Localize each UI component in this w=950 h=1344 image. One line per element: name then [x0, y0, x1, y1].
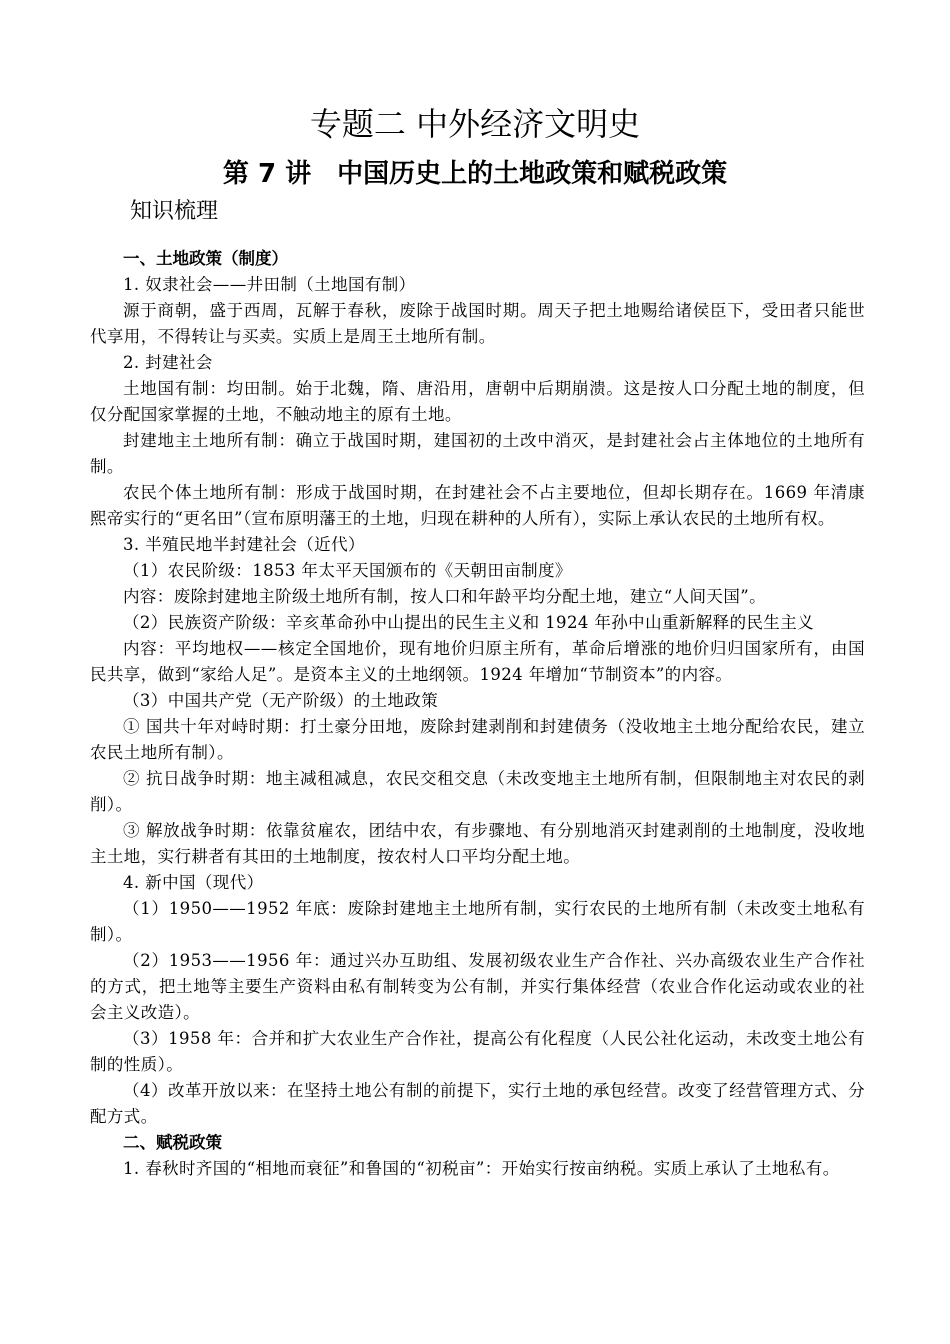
paragraph: ③ 解放战争时期：依靠贫雇农，团结中农，有步骤地、有分别地消灭封建剥削的土地制度，没收地主土地，实行耕者有其田的土地制度，按农村人口平均分配土地。 — [90, 821, 865, 866]
document-title: 专题二 中外经济文明史 — [309, 105, 641, 143]
paragraph: 1. 春秋时齐国的“相地而衰征”和鲁国的“初税亩”：开始实行按亩纳税。实质上承认了土地私有。 — [123, 1159, 840, 1178]
paragraph: （1）农民阶级：1853 年太平天国颁布的《天朝田亩制度》 — [123, 561, 572, 580]
paragraph: ① 国共十年对峙时期：打土豪分田地，废除封建剥削和封建债务（没收地主土地分配给农民，建立农民土地所有制）。 — [90, 717, 865, 762]
document-body — [90, 246, 865, 1182]
paragraph: （4）改革开放以来：在坚持土地公有制的前提下，实行土地的承包经营。改变了经营管理方式、分配方式。 — [90, 1081, 865, 1126]
paragraph: 内容：废除封建地主阶级土地所有制，按人口和年龄平均分配土地，建立“人间天国”。 — [123, 587, 766, 606]
paragraph: 农民个体土地所有制：形成于战国时期，在封建社会不占主要地位，但却长期存在。1669 年清康熙帝实行的“更名田”（宣布原明藩王的土地，归现在耕种的人所有），实际上承认农民的土地所有权。 — [90, 483, 865, 528]
paragraph: 封建地主土地所有制：确立于战国时期，建国初的土改中消灭，是封建社会占主体地位的土地所有制。 — [90, 431, 865, 476]
subheading: 1. 奴隶社会——井田制（土地国有制） — [123, 275, 416, 294]
lesson-subtitle: 第 7 讲 中国历史上的土地政策和赋税政策 — [222, 159, 728, 189]
paragraph: 土地国有制：均田制。始于北魏，隋、唐沿用，唐朝中后期崩溃。这是按人口分配土地的制度，但仅分配国家掌握的土地，不触动地主的原有土地。 — [90, 379, 865, 424]
paragraph: ② 抗日战争时期：地主减租减息，农民交租交息（未改变地主土地所有制，但限制地主对农民的剥削）。 — [90, 769, 865, 814]
subheading: 4. 新中国（现代） — [123, 873, 264, 892]
paragraph: （3）1958 年：合并和扩大农业生产合作社，提高公有化程度（人民公社化运动，未改变土地公有制的性质）。 — [90, 1029, 865, 1074]
paragraph: （3）中国共产党（无产阶级）的土地政策 — [123, 691, 439, 710]
section-heading: 一、土地政策（制度） — [123, 249, 288, 268]
paragraph: 内容：平均地权——核定全国地价，现有地价归原主所有，革命后增涨的地价归归国家所有，由国民共享，做到“家给人足”。是资本主义的土地纲领。1924 年增加“节制资本”的内容。 — [90, 639, 865, 684]
paragraph: （2）1953——1956 年：通过兴办互助组、发展初级农业生产合作社、兴办高级农业生产合作社的方式，把土地等主要生产资料由私有制转变为公有制，并实行集体经营（农业合作化运动或农业的社会主义改造）。 — [90, 951, 865, 1022]
subheading: 3. 半殖民地半封建社会（近代） — [123, 535, 365, 554]
subheading: 2. 封建社会 — [123, 353, 213, 372]
paragraph: （2）民族资产阶级：辛亥革命孙中山提出的民生主义和 1924 年孙中山重新解释的民生主义 — [123, 613, 815, 632]
section-heading: 二、赋税政策 — [123, 1133, 222, 1152]
paragraph: （1）1950——1952 年底：废除封建地主土地所有制，实行农民的土地所有制（未改变土地私有制）。 — [90, 899, 865, 944]
section-kicker: 知识梳理 — [130, 199, 219, 224]
paragraph: 源于商朝，盛于西周，瓦解于春秋，废除于战国时期。周天子把土地赐给诸侯臣下，受田者只能世代享用，不得转让与买卖。实质上是周王土地所有制。 — [90, 301, 865, 346]
